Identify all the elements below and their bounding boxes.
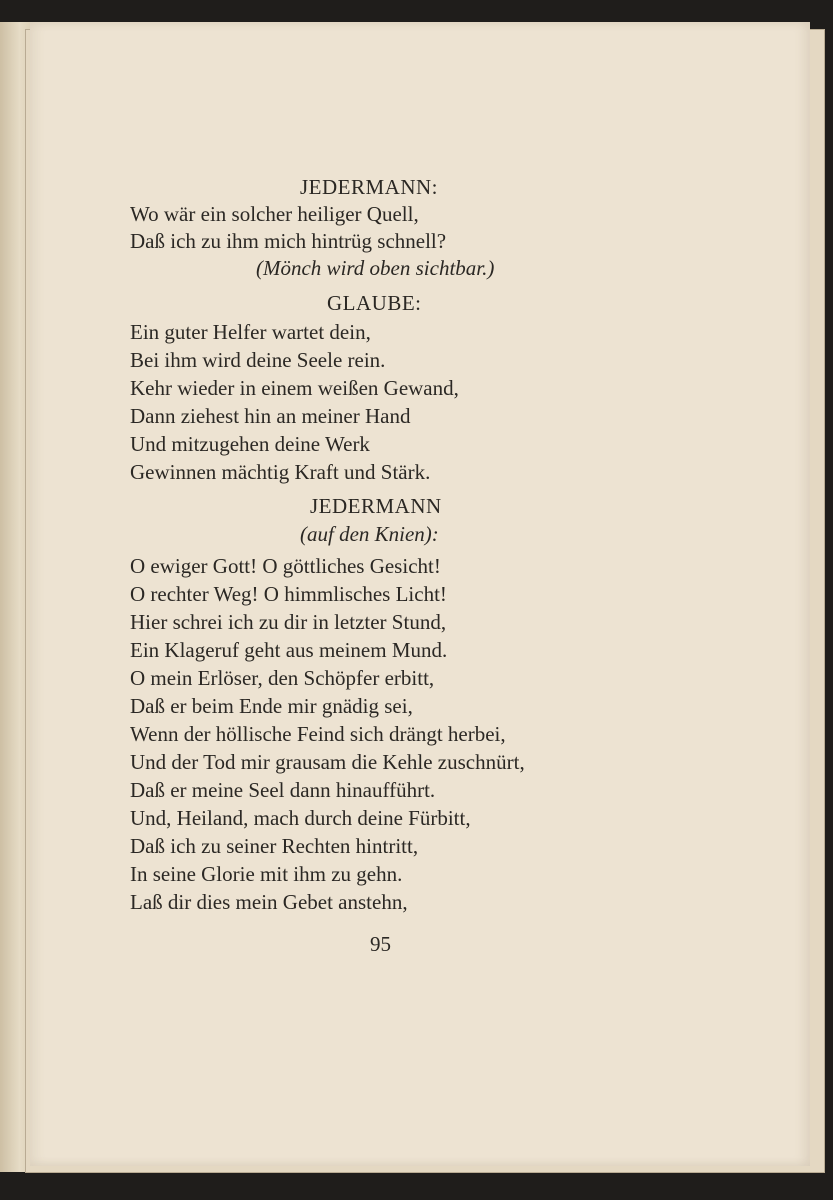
verse-line: Daß ich zu seiner Rechten hintritt,	[130, 834, 419, 858]
verse-line: Und der Tod mir grausam die Kehle zuschnürt,	[130, 750, 525, 774]
book-page	[30, 22, 810, 1166]
verse-line: Ein Klageruf geht aus meinem Mund.	[130, 638, 448, 662]
verse-line: Daß er beim Ende mir gnädig sei,	[130, 694, 413, 718]
verse-line: Und, Heiland, mach durch deine Fürbitt,	[130, 806, 471, 830]
stage-direction: (Mönch wird oben sichtbar.)	[256, 256, 495, 280]
page-content	[30, 22, 810, 1166]
verse-line: In seine Glorie mit ihm zu gehn.	[130, 862, 403, 886]
verse-line: Wo wär ein solcher heiliger Quell,	[130, 202, 419, 226]
speaker-heading-jedermann-1: JEDERMANN:	[300, 175, 439, 199]
verse-line: Laß dir dies mein Gebet anstehn,	[130, 890, 408, 914]
verse-line: Ein guter Helfer wartet dein,	[130, 320, 371, 344]
verse-line: Dann ziehest hin an meiner Hand	[130, 404, 411, 428]
speaker-heading-glaube: GLAUBE:	[327, 291, 422, 315]
stage-direction: (auf den Knien):	[300, 522, 439, 546]
verse-line: Daß er meine Seel dann hinaufführt.	[130, 778, 436, 802]
verse-line: Daß ich zu ihm mich hintrüg schnell?	[130, 229, 447, 253]
page-number: 95	[370, 932, 391, 956]
verse-line: Bei ihm wird deine Seele rein.	[130, 348, 386, 372]
verse-line: Wenn der höllische Feind sich drängt herbei,	[130, 722, 506, 746]
verse-line: O rechter Weg! O himmlisches Licht!	[130, 582, 447, 606]
verse-line: O ewiger Gott! O göttliches Gesicht!	[130, 554, 441, 578]
verse-line: Und mitzugehen deine Werk	[130, 432, 370, 456]
verse-line: Hier schrei ich zu dir in letzter Stund,	[130, 610, 447, 634]
verse-line: Kehr wieder in einem weißen Gewand,	[130, 376, 459, 400]
verse-line: O mein Erlöser, den Schöpfer erbitt,	[130, 666, 435, 690]
verse-line: Gewinnen mächtig Kraft und Stärk.	[130, 460, 431, 484]
speaker-heading-jedermann-2: JEDERMANN	[310, 494, 442, 518]
